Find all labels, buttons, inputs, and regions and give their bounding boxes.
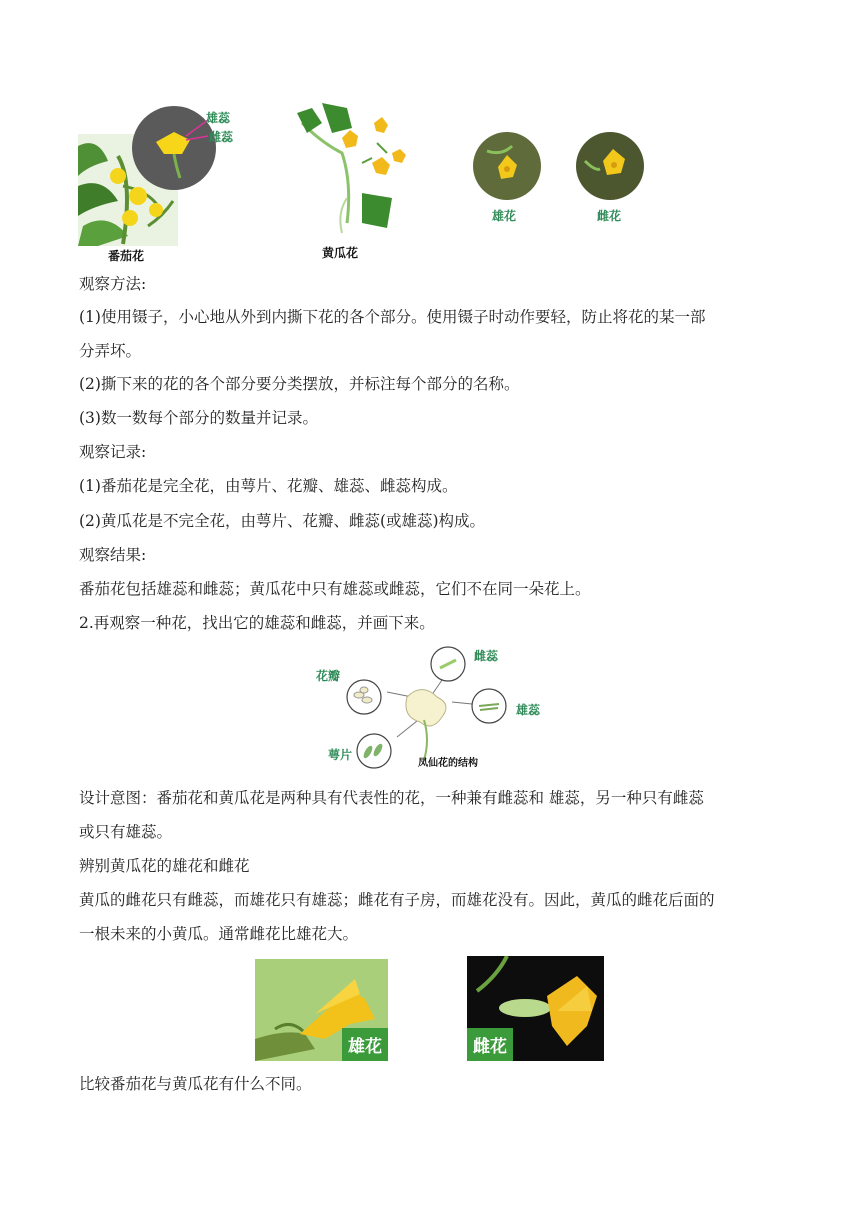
- balsam-diagram: [312, 642, 552, 774]
- compare-prompt: 比较番茄花与黄瓜花有什么不同。: [79, 1075, 312, 1093]
- male-photo-tag: 雄花: [342, 1028, 388, 1061]
- tomato-pistil-label: 雌蕊: [209, 130, 234, 144]
- balsam-pistil-label: 雌蕊: [474, 649, 499, 663]
- identify-text-a: 黄瓜的雌花只有雌蕊，而雄花只有雄蕊；雌花有子房，而雄花没有。因此，黄瓜的雌花后面的: [79, 891, 715, 909]
- male-flower-circle-figure: [472, 131, 542, 226]
- method-step-1a: (1)使用镊子，小心地从外到内撕下花的各个部分。使用镊子时动作要轻，防止将花的某一部: [79, 308, 706, 326]
- female-flower-circle-figure: [575, 131, 645, 226]
- male-flower-circle-image: [472, 131, 542, 201]
- record-item-2: (2)黄瓜花是不完全花，由萼片、花瓣、雌蕊(或雄蕊)构成。: [79, 512, 486, 530]
- result-title: 观察结果:: [79, 546, 147, 564]
- female-flower-photo: [467, 956, 604, 1061]
- record-item-1: (1)番茄花是完全花，由萼片、花瓣、雄蕊、雌蕊构成。: [79, 477, 458, 495]
- task-2: 2.再观察一种花，找出它的雄蕊和雌蕊，并画下来。: [79, 614, 435, 632]
- female-flower-circle-image: [575, 131, 645, 201]
- balsam-sepal-label: 萼片: [328, 748, 353, 762]
- design-intent-a: 设计意图：番茄花和黄瓜花是两种具有代表性的花，一种兼有雌蕊和 雄蕊，另一种只有雌蕊: [79, 789, 704, 807]
- female-photo-tag: 雌花: [467, 1028, 513, 1061]
- method-step-1b: 分弄坏。: [79, 342, 142, 360]
- male-circle-caption: 雄花: [492, 209, 517, 223]
- method-title: 观察方法:: [79, 275, 147, 293]
- identify-text-b: 一根未来的小黄瓜。通常雌花比雄花大。: [79, 925, 359, 943]
- tomato-stamen-label: 雄蕊: [206, 111, 231, 125]
- tomato-caption: 番茄花: [108, 249, 145, 263]
- balsam-petal-label: 花瓣: [316, 669, 341, 683]
- design-intent-b: 或只有雄蕊。: [79, 823, 173, 841]
- cucumber-caption: 黄瓜花: [322, 246, 359, 260]
- cucumber-figure: [292, 103, 422, 261]
- method-step-3: (3)数一数每个部分的数量并记录。: [79, 409, 318, 427]
- female-circle-caption: 雌花: [597, 209, 622, 223]
- record-title: 观察记录:: [79, 443, 147, 461]
- tomato-figure: [78, 106, 260, 264]
- method-step-2: (2)撕下来的花的各个部分要分类摆放，并标注每个部分的名称。: [79, 375, 520, 393]
- identify-title: 辨别黄瓜花的雄花和雌花: [79, 857, 250, 875]
- balsam-stamen-label: 雄蕊: [516, 703, 541, 717]
- cucumber-flower-image: [292, 103, 422, 243]
- balsam-caption: 凤仙花的结构: [418, 758, 478, 769]
- male-flower-photo: [255, 959, 388, 1061]
- result-text: 番茄花包括雄蕊和雌蕊；黄瓜花中只有雄蕊或雌蕊，它们不在同一朵花上。: [79, 580, 591, 598]
